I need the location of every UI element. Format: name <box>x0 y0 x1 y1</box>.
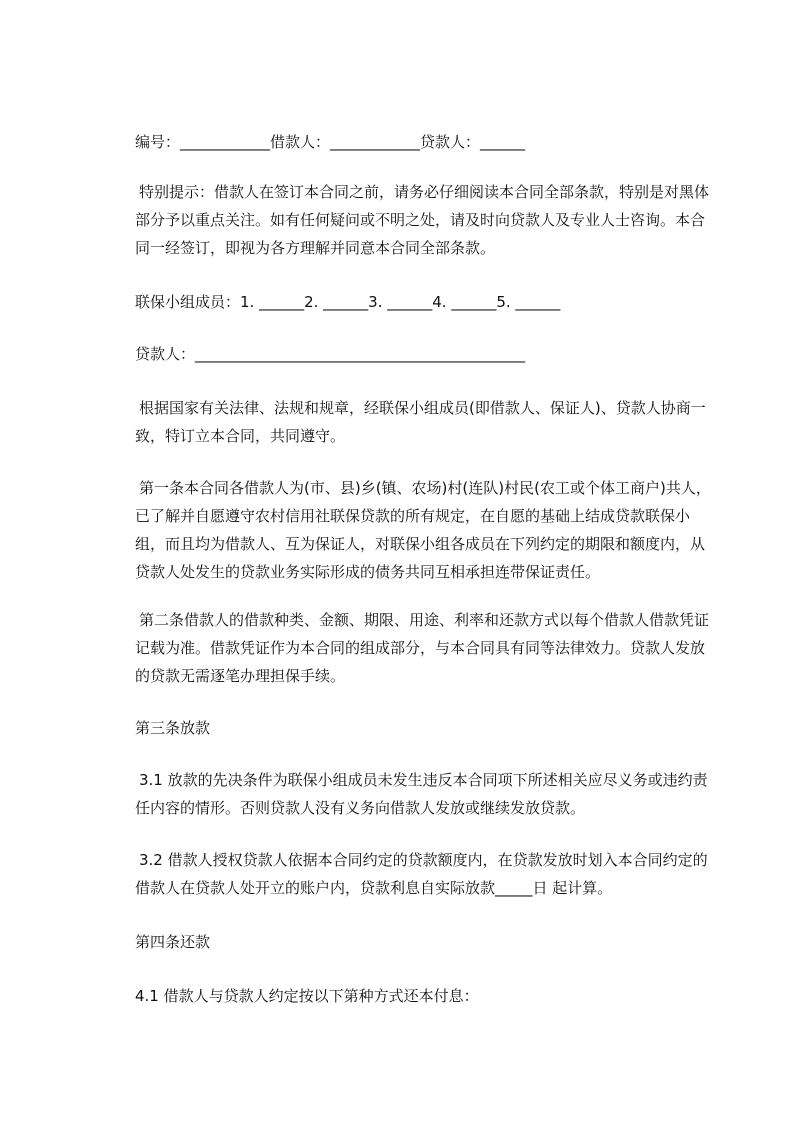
lender-line: 贷款人：____________________________________________ <box>135 345 526 363</box>
members-line: 联保小组成员：1. ______2. ______3. ______4. ______5. ______ <box>135 293 561 311</box>
clause-4-1: 4.1 借款人与贷款人约定按以下第种方式还本付息： <box>135 987 479 1005</box>
number-label: 编号： <box>135 133 181 151</box>
header-line <box>135 128 715 156</box>
lender-blank: ______ <box>480 133 526 151</box>
preamble: 根据国家有关法律、法规和规章，经联保小组成员(即借款人、保证人)、贷款人协商一致，特订立本合同，共同遵守。 <box>135 399 706 445</box>
article-4-title: 第四条还款 <box>135 933 211 951</box>
special-notice: 特别提示：借款人在签订本合同之前，请务必仔细阅读本合同全部条款，特别是对黑体部分予以重点关注。如有任何疑问或不明之处，请及时向贷款人及专业人士咨询。本合同一经签订，即视为各方理解并同意本合同全部条款。 <box>135 183 710 257</box>
clause-3-1: 3.1 放款的先决条件为联保小组成员未发生违反本合同项下所述相关应尽义务或违约责任内容的情形。否则贷款人没有义务向借款人发放或继续发放贷款。 <box>135 771 708 817</box>
lender-label: 贷款人： <box>420 133 481 151</box>
article-1: 第一条本合同各借款人为(市、县)乡(镇、农场)村(连队)村民(农工或个体工商户)共人，已了解并自愿遵守农村信用社联保贷款的所有规定，在自愿的基础上结成贷款联保小组，而且均为借款人、互为保证人，对联保小组各成员在下列约定的期限和额度内，从贷款人处发生的贷款业务实际形成的债务共同互相承担连带保证责任。 <box>135 479 711 581</box>
clause-3-2: 3.2 借款人授权贷款人依据本合同约定的贷款额度内，在贷款发放时划入本合同约定的借款人在贷款人处开立的账户内，贷款利息自实际放款_____日 起计算。 <box>135 851 708 897</box>
article-3-title: 第三条放款 <box>135 719 211 737</box>
borrower-label: 借款人： <box>270 133 331 151</box>
number-blank: ____________ <box>180 133 271 151</box>
borrower-blank: ____________ <box>330 133 421 151</box>
article-2: 第二条借款人的借款种类、金额、期限、用途、利率和还款方式以每个借款人借款凭证记载为准。借款凭证作为本合同的组成部分，与本合同具有同等法律效力。贷款人发放的贷款无需逐笔办理担保手续。 <box>135 611 710 685</box>
